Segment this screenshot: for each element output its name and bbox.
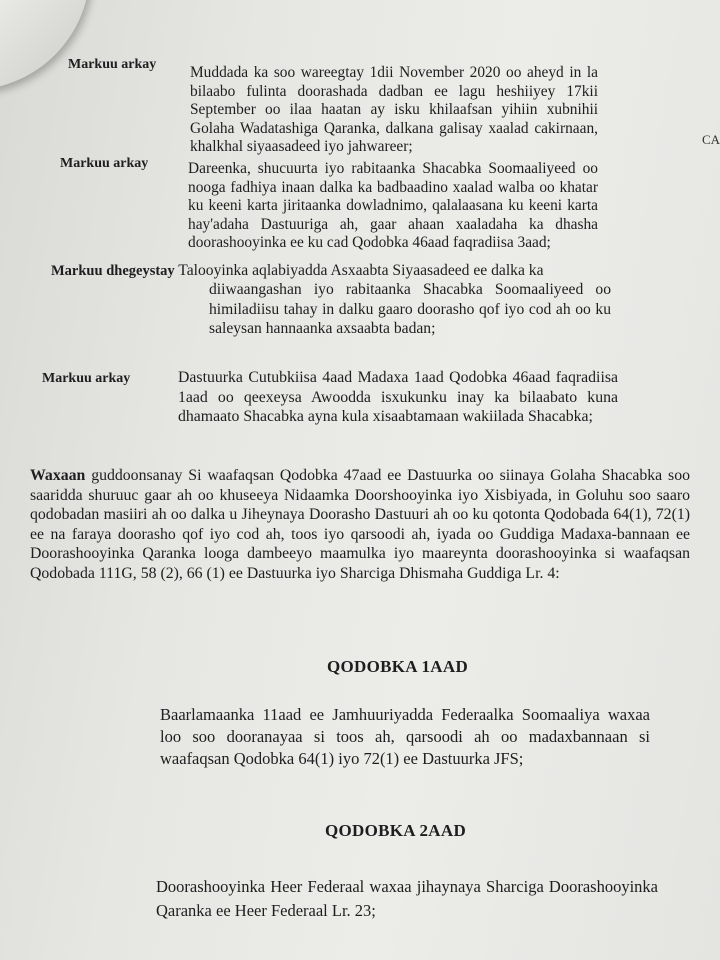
recital-4-label: Markuu arkay [42,371,131,386]
recital-3-first-line [51,261,611,282]
article-1-heading: QODOBKA 1AAD [327,657,469,676]
edge-fragment: CA [701,132,720,147]
recital-3-label: Markuu dhegeystay [51,263,175,279]
decision-text: guddoonsanay Si waafaqsan Qodobka 47aad ee Dastuurka oo siinaya Golaha Shacabka soo saaridda shuruuc gaar ah oo khuseeya Nidaamka Doorshooyinka iyo Xisbiyada, in Goluhu soo saaro qodobadan masiiri ah oo dalka u Jiheynaya Doorasho Dastuuri ah oo ku qotonta Qodobada 64(1), 72(1) ee na faraya doorasho qof iyo cod ah, toos iyo qarsoodi ah, iyada oo Guddiga Madaxa-bannaan ee Doorashooyinka Qaranka looga dambeeyo maamulka iyo maareynta doorashooyinka si waafaqsan Qodobada 111G, 58 (2), 66 (1) ee Dastuurka iyo Sharciga Dhismaha Guddiga Lr. 4: [30,467,690,582]
article-2-heading: QODOBKA 2AAD [325,821,467,840]
recital-2-text: Dareenka, shucuurta iyo rabitaanka Shacabka Soomaaliyeed oo nooga fadhiya inaan dalka ka badbaadino xaalad walba oo khatar ku keeni karta jiritaanka dowladnimo, qalalaasana ku keeni karta hay'adaha Dastuuriga ah, gaar ahaan xaaladaha ka dhasha doorashooyinka ee ku cad Qodobka 46aad faqradiisa 3aad; [188,160,598,252]
recital-2-label: Markuu arkay [60,156,149,171]
recital-1-text: Muddada ka soo wareegtay 1dii November 2020 oo aheyd in la bilaabo fulinta doorashada dadban ee lagu heshiiyey 17kii September oo ilaa haatan ay isku khilaafsan yihiin xubnihii Golaha Wadatashiga Qaranka, dalkana galisay xaalad cakirnaan, khalkhal siyaasadeed iyo jahwareer; [190,64,598,156]
recital-3-text-first: Talooyinka aqlabiyadda Asxaabta Siyaasadeed ee dalka ka [178,262,544,279]
page-curl [0,0,90,90]
article-1-text: Baarlamaanka 11aad ee Jamhuuriyadda Federaalka Soomaaliya waxaa loo soo dooranayaa si toos ah, qarsoodi ah oo madaxbannaan si waafaqsan Qodobka 64(1) iyo 72(1) ee Dastuurka JFS; [160,705,650,768]
recital-3-text: diiwaangashan iyo rabitaanka Shacabka Soomaaliyeed oo himiladiisu tahay in dalku gaaro doorasho qof iyo cod ah oo ku saleysan hannaanka axsaabta badan; [209,281,611,337]
decision-lead: Waxaan [30,467,86,484]
recital-1-label: Markuu arkay [68,57,157,72]
recital-4-text: Dastuurka Cutubkiisa 4aad Madaxa 1aad Qodobka 46aad faqradiisa 1aad oo qeexeysa Awoodda isxukunku inay ka bilaabato kuna dhamaato Shacabka ayna kula xisaabtamaan wakiilada Shacabka; [178,369,618,426]
article-2-text: Doorashooyinka Heer Federaal waxaa jihaynaya Sharciga Doorashooyinka Qaranka ee Heer Federaal Lr. 23; [156,877,658,920]
decision-paragraph [30,466,690,584]
